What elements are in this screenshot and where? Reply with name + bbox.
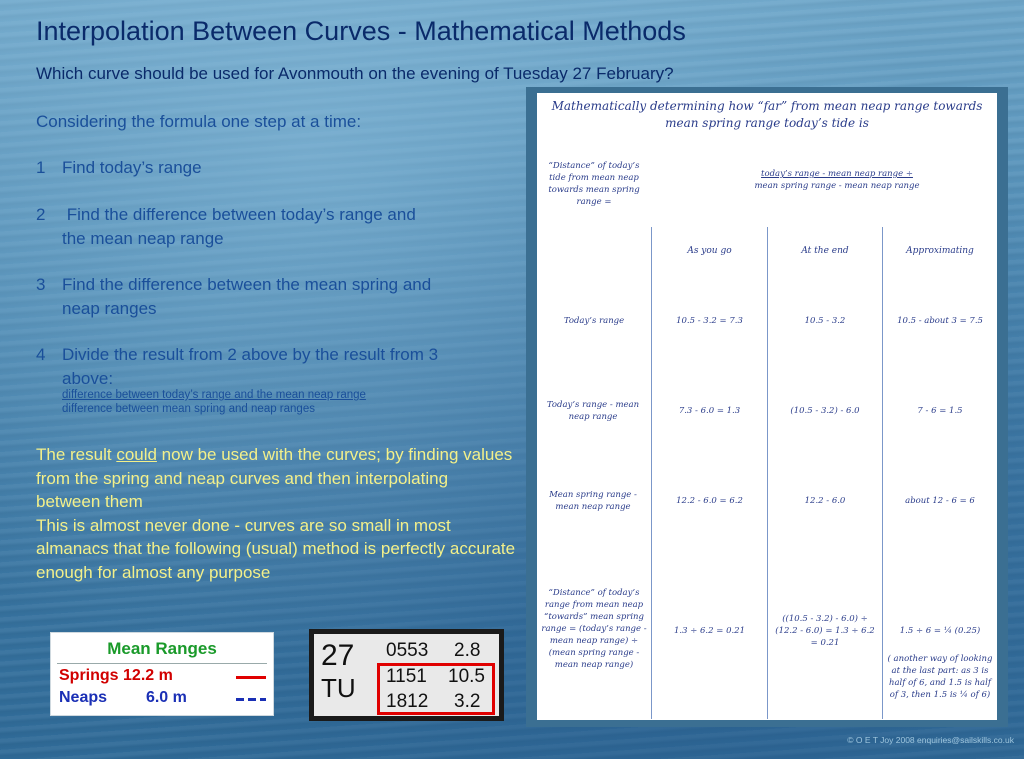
legend-neaps (59, 689, 187, 707)
legend-divider (57, 663, 267, 664)
fraction-numerator: difference between today’s range and the mean neap range (62, 389, 366, 401)
tide-table-box (309, 629, 504, 721)
step-text-cont: neap ranges (62, 299, 157, 318)
column-header: As you go (687, 246, 732, 256)
table-cell: 10.5 - 3.2 = 7.3 (676, 316, 743, 326)
steps-intro: Considering the formula one step at a time: (36, 112, 362, 131)
tide-time: 1151 (386, 666, 427, 687)
step-text: Find the difference between today’s range and (62, 205, 416, 224)
column-header: At the end (801, 246, 849, 256)
row-label: Today’s range - mean neap range (546, 400, 640, 422)
step-1 (36, 156, 202, 180)
springs-line-icon (236, 676, 266, 679)
definition-formula (697, 168, 977, 192)
table-cell: 10.5 - 3.2 (804, 316, 846, 326)
column-divider (882, 227, 883, 719)
step-number: 4 (36, 345, 46, 364)
column-header: Approximating (906, 246, 974, 256)
table-cell: 1.3 ÷ 6.2 = 0.21 (673, 626, 745, 636)
step-4 (36, 343, 438, 391)
table-cell: ((10.5 - 3.2) - 6.0) ÷ (12.2 - 6.0) = 1.3 ÷ 6.2 = 0.21 (775, 614, 875, 648)
table-cell: 12.2 - 6.0 = 6.2 (676, 496, 743, 506)
tide-height: 10.5 (448, 666, 485, 687)
column-divider (651, 227, 652, 719)
row-label: Mean spring range - mean neap range (549, 490, 637, 512)
result-post: now be used with the curves; by finding values from the spring and neap curves and then interpolating between them (36, 445, 513, 511)
result-pre: The result (36, 445, 117, 464)
result-caveat: This is almost never done - curves are so small in most almanacs that the following (usual) method is perfectly accurate enough for almost any purpose (36, 515, 516, 582)
column-divider (767, 227, 768, 719)
step-2 (36, 203, 416, 251)
definition-label: “Distance” of today’s tide from mean neap towards mean spring range = (548, 161, 640, 207)
neaps-label: Neaps (59, 689, 108, 706)
neaps-value: 6.0 m (145, 689, 187, 706)
neaps-dashed-line-icon (236, 698, 266, 701)
question-subtitle: Which curve should be used for Avonmouth on the evening of Tuesday 27 February? (36, 64, 674, 83)
legend-title: Mean Ranges (107, 639, 217, 658)
step-number: 2 (36, 205, 46, 224)
tide-day: 27 (321, 639, 355, 672)
step-number: 3 (36, 275, 46, 294)
calculation-sheet (537, 93, 997, 720)
fraction-denominator: difference between mean spring and neap ranges (62, 403, 315, 415)
tide-height: 3.2 (454, 691, 481, 712)
formula-fraction (62, 388, 366, 416)
table-cell: 7 - 6 = 1.5 (917, 406, 963, 416)
table-cell: 10.5 - about 3 = 7.5 (897, 316, 983, 326)
table-cell: 1.5 ÷ 6 = ¼ (0.25) (899, 626, 981, 636)
springs-label: Springs (59, 667, 119, 684)
table-cell: 7.3 - 6.0 = 1.3 (678, 406, 741, 416)
row-label: Today’s range (563, 316, 625, 326)
tide-height: 2.8 (454, 640, 481, 661)
formula-numerator: today’s range - mean neap range ÷ (761, 169, 913, 179)
step-number: 1 (36, 158, 46, 177)
step-text-cont: above: (62, 369, 114, 388)
tide-time: 1812 (386, 691, 429, 712)
step-text: Divide the result from 2 above by the result from 3 (62, 345, 439, 364)
step-3 (36, 273, 431, 321)
copyright-notice: © O E T Joy 2008 enquiries@sailskills.co.uk (847, 735, 1014, 745)
page-title: Interpolation Between Curves - Mathematical Methods (36, 16, 686, 46)
table-cell: about 12 - 6 = 6 (905, 496, 975, 506)
result-could: could (116, 445, 157, 464)
highlight-box (377, 663, 495, 715)
calculation-panel (526, 87, 1008, 727)
step-text: Find today’s range (62, 158, 202, 177)
table-cell-note: ( another way of looking at the last part: as 3 is half of 6, and 1.5 is half of 3, then 1.5 is ¼ of 6) (887, 654, 993, 700)
springs-value: 12.2 m (123, 667, 173, 684)
legend-springs (59, 667, 173, 685)
table-cell: 12.2 - 6.0 (804, 496, 846, 506)
result-note (36, 443, 516, 584)
mean-ranges-legend (50, 632, 274, 716)
table-cell: (10.5 - 3.2) - 6.0 (790, 406, 860, 416)
formula-denominator: mean spring range - mean neap range (754, 181, 920, 191)
sheet-title: Mathematically determining how “far” from mean neap range towards mean spring range today’s tide is (551, 99, 983, 130)
step-text-cont: the mean neap range (62, 229, 224, 248)
tide-time: 0553 (386, 640, 429, 661)
row-label: “Distance” of today’s range from mean neap “towards” mean spring range = (today’s range - mean neap range) ÷ (mean spring range - mean neap range) (541, 588, 647, 670)
tide-weekday: TU (321, 673, 356, 703)
step-text: Find the difference between the mean spring and (62, 275, 432, 294)
